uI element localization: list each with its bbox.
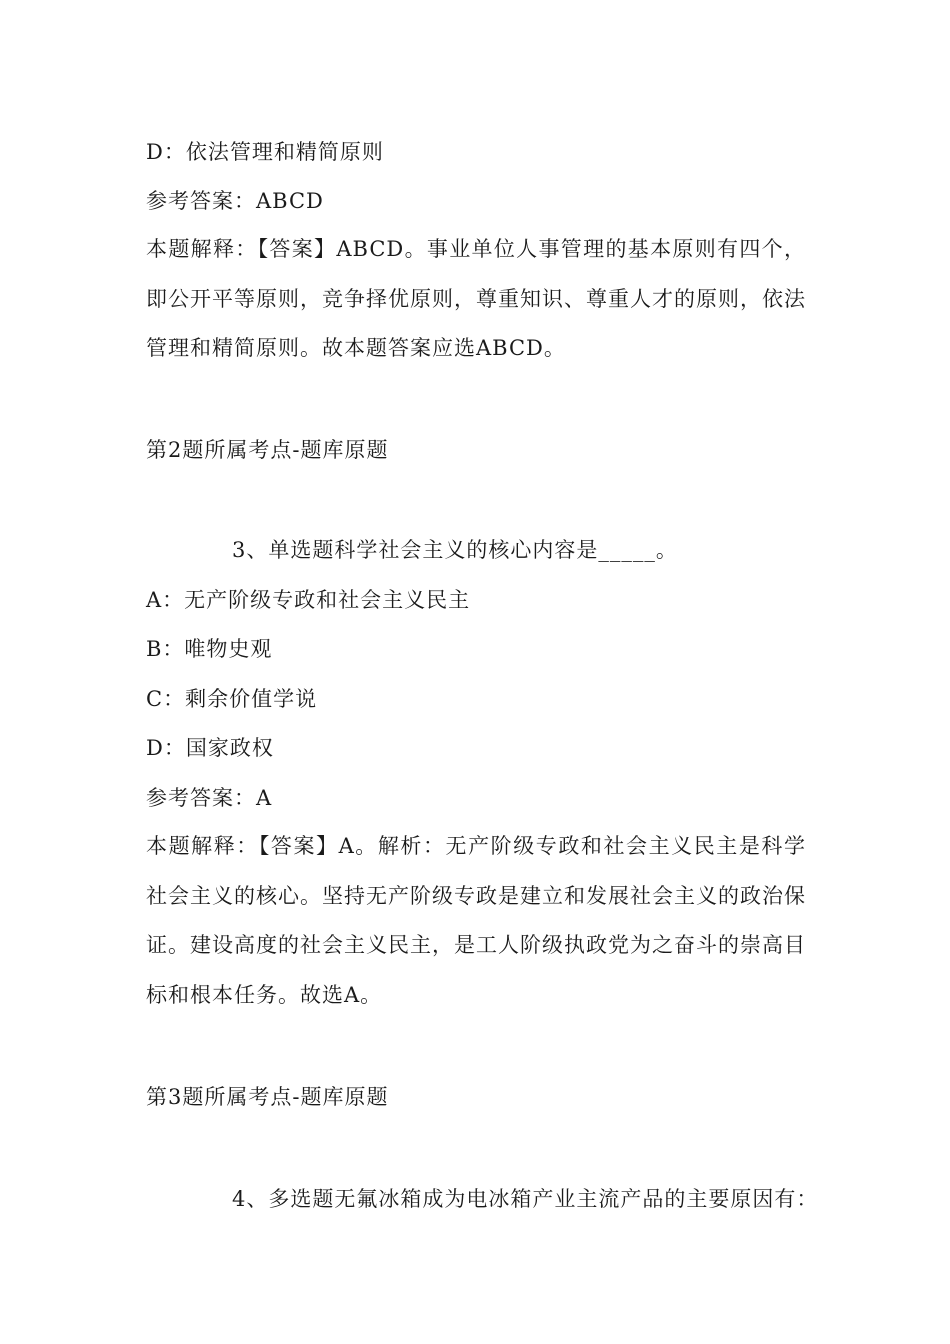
q3-stem: 3、单选题科学社会主义的核心内容是_____。 [232,538,678,562]
q3-answer: 参考答案：A [146,786,273,810]
q3-option-b: B：唯物史观 [146,637,273,661]
q2-explanation: 本题解释：【答案】ABCD。事业单位人事管理的基本原则有四个，即公开平等原则，竞争择优原则，尊重知识、尊重人才的原则，依法管理和精简原则。故本题答案应选ABCD。 [146,237,806,360]
q2-option-d: D：依法管理和精简原则 [146,140,384,164]
q3-knowledge-point: 第3题所属考点-题库原题 [146,1085,389,1109]
q3-option-a: A：无产阶级专政和社会主义民主 [146,588,471,612]
q3-explanation: 本题解释：【答案】A。解析：无产阶级专政和社会主义民主是科学社会主义的核心。坚持无产阶级专政是建立和发展社会主义的政治保证。建设高度的社会主义民主，是工人阶级执政党为之奋斗的崇高目标和根本任务。故选A。 [146,834,806,1007]
q3-option-d: D：国家政权 [146,736,274,760]
q3-option-c: C：剩余价值学说 [146,687,318,711]
q4-stem: 4、多选题无氟冰箱成为电冰箱产业主流产品的主要原因有： [232,1187,819,1211]
q2-answer: 参考答案：ABCD [146,189,324,213]
q2-knowledge-point: 第2题所属考点-题库原题 [146,438,389,462]
